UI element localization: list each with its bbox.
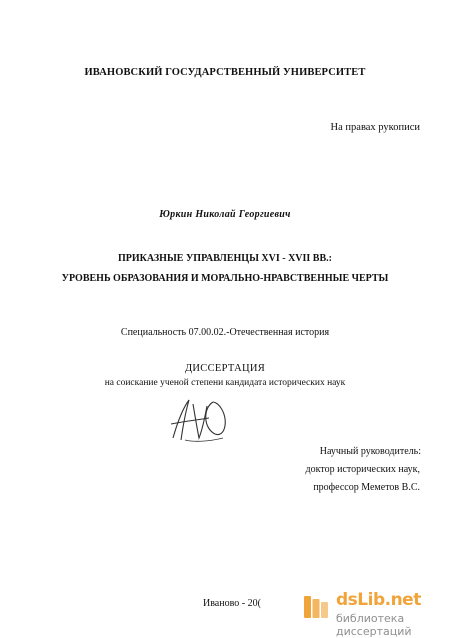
city-year: Иваново - 20( bbox=[203, 598, 261, 609]
dslib-watermark bbox=[300, 590, 448, 638]
title-line-2: УРОВЕНЬ ОБРАЗОВАНИЯ И МОРАЛЬНО-НРАВСТВЕННЫЕ ЧЕРТЫ bbox=[61, 273, 389, 284]
supervisor-name: профессор Меметов В.С. bbox=[313, 482, 420, 493]
watermark-brand: dsLib.net bbox=[336, 590, 421, 610]
title-line-1: ПРИКАЗНЫЕ УПРАВЛЕНЦЫ XVI - XVII ВВ.: bbox=[118, 253, 332, 264]
degree-line: на соискание ученой степени кандидата исторических наук bbox=[104, 378, 346, 388]
handwritten-signature bbox=[163, 394, 235, 446]
book-stack-icon bbox=[302, 594, 330, 620]
watermark-subtitle: библиотека диссертаций bbox=[336, 612, 412, 638]
university-name: ИВАНОВСКИЙ ГОСУДАРСТВЕННЫЙ УНИВЕРСИТЕТ bbox=[84, 67, 366, 78]
supervisor-label: Научный руководитель: bbox=[319, 446, 421, 457]
author-name: Юркин Николай Георгиевич bbox=[159, 209, 291, 220]
specialty: Специальность 07.00.02.-Отечественная история bbox=[120, 327, 330, 338]
supervisor-degree: доктор исторических наук, bbox=[305, 464, 420, 475]
rights-note: На правах рукописи bbox=[330, 122, 420, 133]
work-type: ДИССЕРТАЦИЯ bbox=[184, 363, 266, 374]
